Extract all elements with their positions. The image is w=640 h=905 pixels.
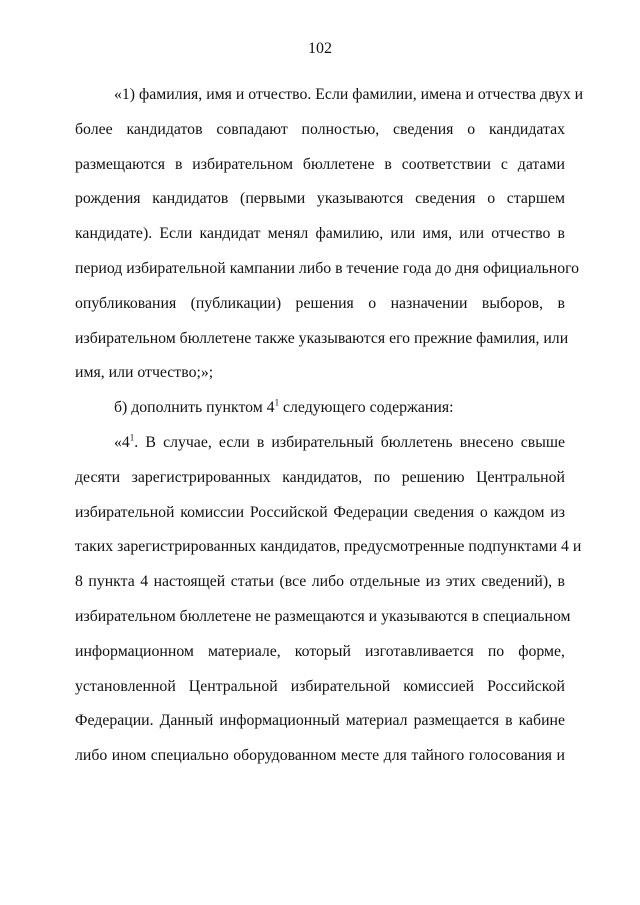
- text-line: информационном материале, который изготавливается по форме,: [75, 642, 565, 660]
- text-line: Федерации. Данный информационный материал размещается в кабине: [75, 712, 565, 730]
- text-line: таких зарегистрированных кандидатов, предусмотренные подпунктами 4 и: [75, 538, 582, 556]
- superscript: 1: [274, 397, 280, 408]
- text-line: [75, 426, 565, 461]
- text-line: период избирательной кампании либо в течение года до дня официального: [75, 259, 580, 277]
- text-line: рождения кандидатов (первыми указываются сведения о старшем: [75, 190, 565, 208]
- paragraph-1: [75, 78, 584, 391]
- text-line: десяти зарегистрированных кандидатов, по решению Центральной: [75, 468, 565, 486]
- paragraph-2: [75, 391, 565, 426]
- text-line: установленной Центральной избирательной комиссией Российской: [75, 677, 565, 695]
- text-line: 8 пункта 4 настоящей статьи (все либо отдельные из этих сведений), в: [75, 573, 565, 591]
- text-line: размещаются в избирательном бюллетене в соответствии с датами: [75, 155, 565, 173]
- text-line: кандидате). Если кандидат менял фамилию, или имя, или отчество в: [75, 225, 565, 243]
- page-number: 102: [308, 40, 332, 57]
- text-fragment: . В случае, если в избирательный бюллетень внесено свыше: [134, 433, 565, 451]
- text-line: [75, 391, 565, 426]
- text-line: опубликования (публикации) решения о назначении выборов, в: [75, 294, 565, 312]
- document-body: [75, 78, 584, 774]
- text-line: избирательной комиссии Российской Федерации сведения о каждом из: [75, 503, 565, 521]
- text-fragment: следующего содержания:: [279, 399, 454, 417]
- text-line: более кандидатов совпадают полностью, сведения о кандидатах: [75, 120, 565, 138]
- paragraph-3: [75, 426, 582, 774]
- text-fragment: б) дополнить пунктом 4: [114, 399, 275, 417]
- text-line: либо ином специально оборудованном месте для тайного голосования и: [75, 747, 565, 765]
- superscript: 1: [129, 432, 135, 443]
- text-line: избирательном бюллетене также указываются его прежние фамилия, или: [75, 329, 569, 347]
- text-fragment: «4: [114, 433, 130, 451]
- text-line: имя, или отчество;»;: [75, 364, 214, 382]
- text-line: «1) фамилия, имя и отчество. Если фамилии, имена и отчества двух и: [114, 86, 584, 103]
- text-line: избирательном бюллетене не размещаются и указываются в специальном: [75, 607, 571, 625]
